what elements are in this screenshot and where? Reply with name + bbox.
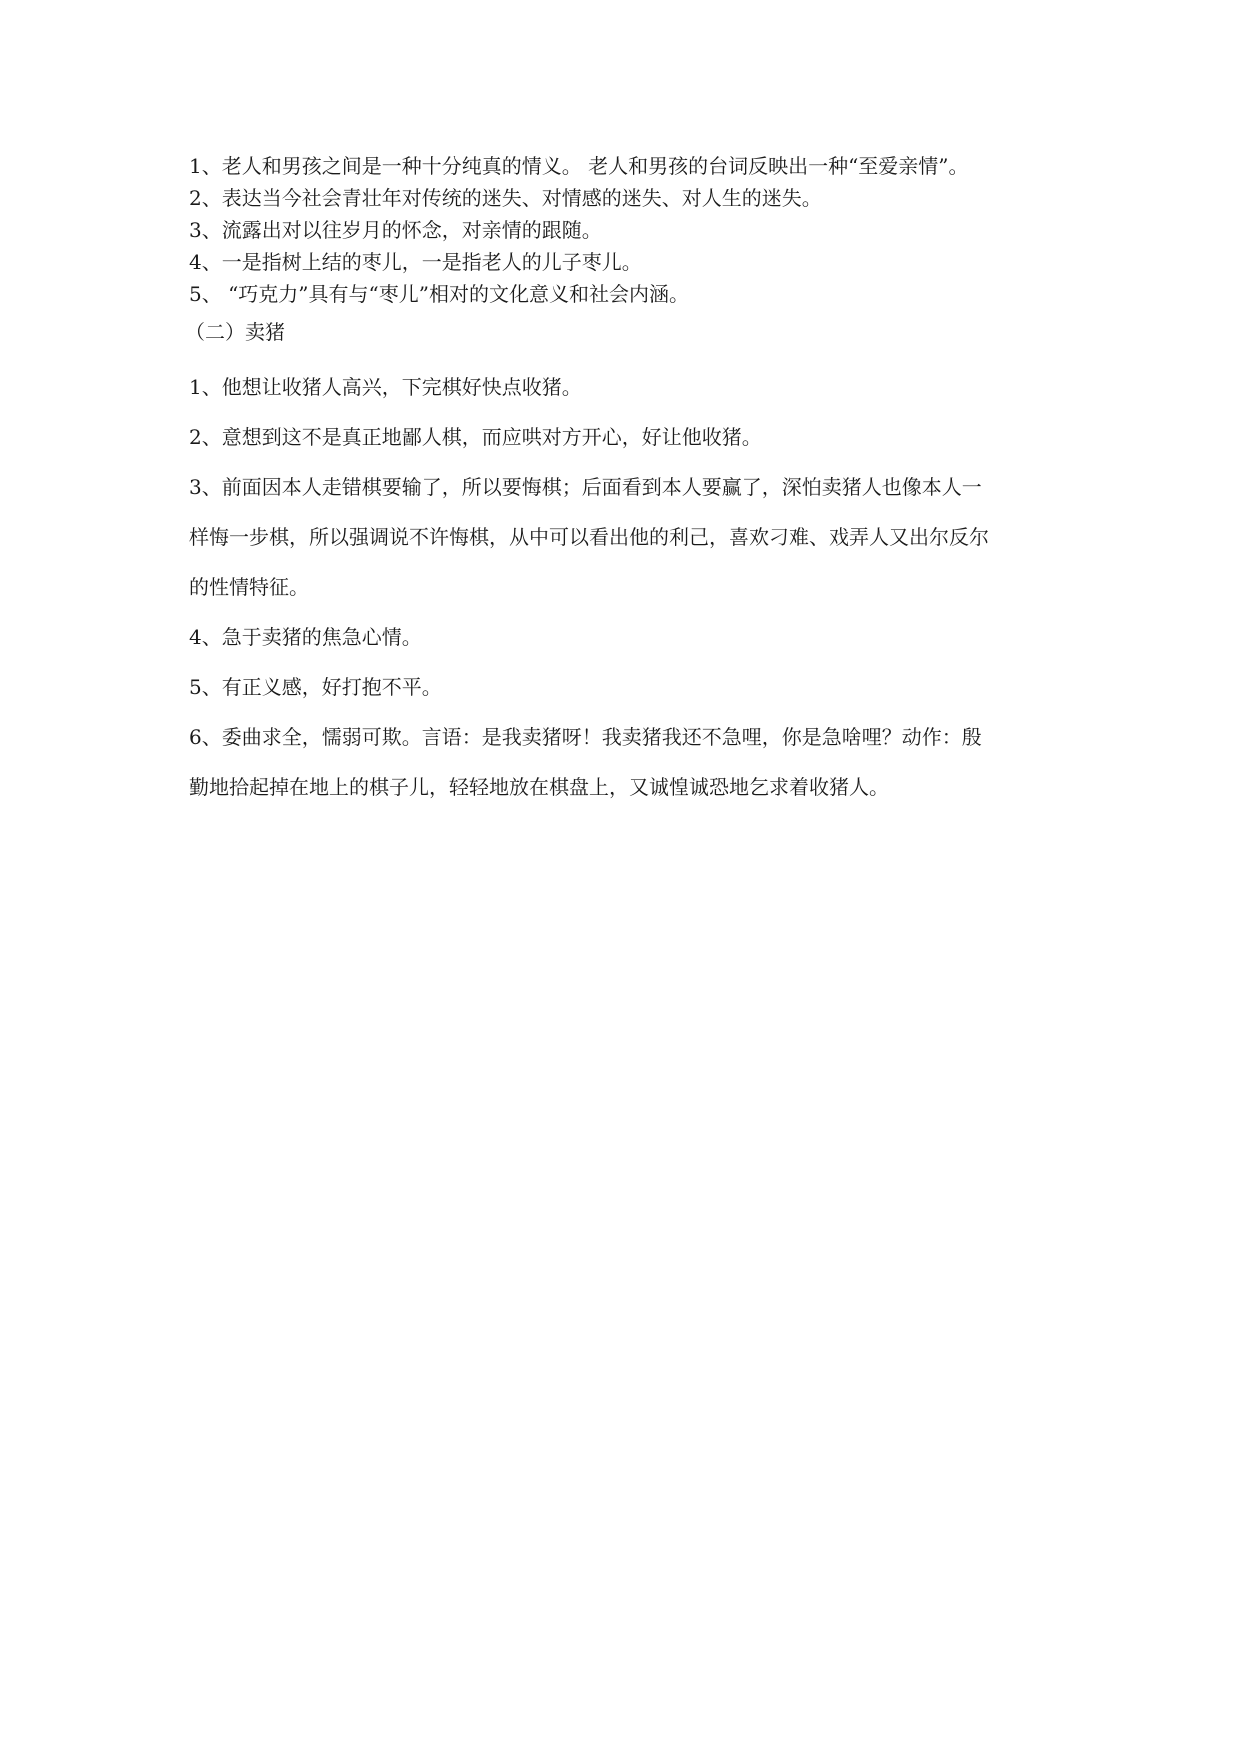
section-heading: （二）卖猪 bbox=[185, 320, 285, 344]
answer-line-4: 4、急于卖猪的焦急心情。 bbox=[189, 625, 422, 649]
answer-line-1: 1、他想让收猪人高兴，下完棋好快点收猪。 bbox=[189, 375, 582, 399]
answer-line-3-end: 的性情特征。 bbox=[189, 575, 309, 599]
answer-line-6: 6、委曲求全，懦弱可欺。言语：是我卖猪呀！我卖猪我还不急哩，你是急啥哩？动作：殷 bbox=[189, 725, 982, 749]
document-body bbox=[185, 150, 1069, 812]
answer-item-5: 5、 “巧克力”具有与“枣儿”相对的文化意义和社会内涵。 bbox=[189, 282, 689, 306]
answer-line-3-cont: 样悔一步棋，所以强调说不许悔棋，从中可以看出他的利己，喜欢刁难、戏弄人又出尔反尔 bbox=[189, 525, 989, 549]
answer-item-2: 2、表达当今社会青壮年对传统的迷失、对情感的迷失、对人生的迷失。 bbox=[189, 186, 822, 210]
answer-item-1: 1、老人和男孩之间是一种十分纯真的情义。 老人和男孩的台词反映出一种“至爱亲情”。 bbox=[189, 154, 969, 178]
answer-line-6-cont: 勤地拾起掉在地上的棋子儿，轻轻地放在棋盘上，又诚惶诚恐地乞求着收猪人。 bbox=[189, 775, 889, 799]
answer-list-part2 bbox=[189, 362, 1069, 812]
answer-item-4: 4、一是指树上结的枣儿，一是指老人的儿子枣儿。 bbox=[189, 250, 642, 274]
answer-line-3: 3、前面因本人走错棋要输了，所以要悔棋；后面看到本人要赢了，深怕卖猪人也像本人一 bbox=[189, 475, 982, 499]
answer-item-3: 3、流露出对以往岁月的怀念，对亲情的跟随。 bbox=[189, 218, 602, 242]
answer-line-5: 5、有正义感，好打抱不平。 bbox=[189, 675, 442, 699]
answer-list-part1 bbox=[189, 150, 1069, 310]
answer-line-2: 2、意想到这不是真正地鄙人棋，而应哄对方开心，好让他收猪。 bbox=[189, 425, 762, 449]
